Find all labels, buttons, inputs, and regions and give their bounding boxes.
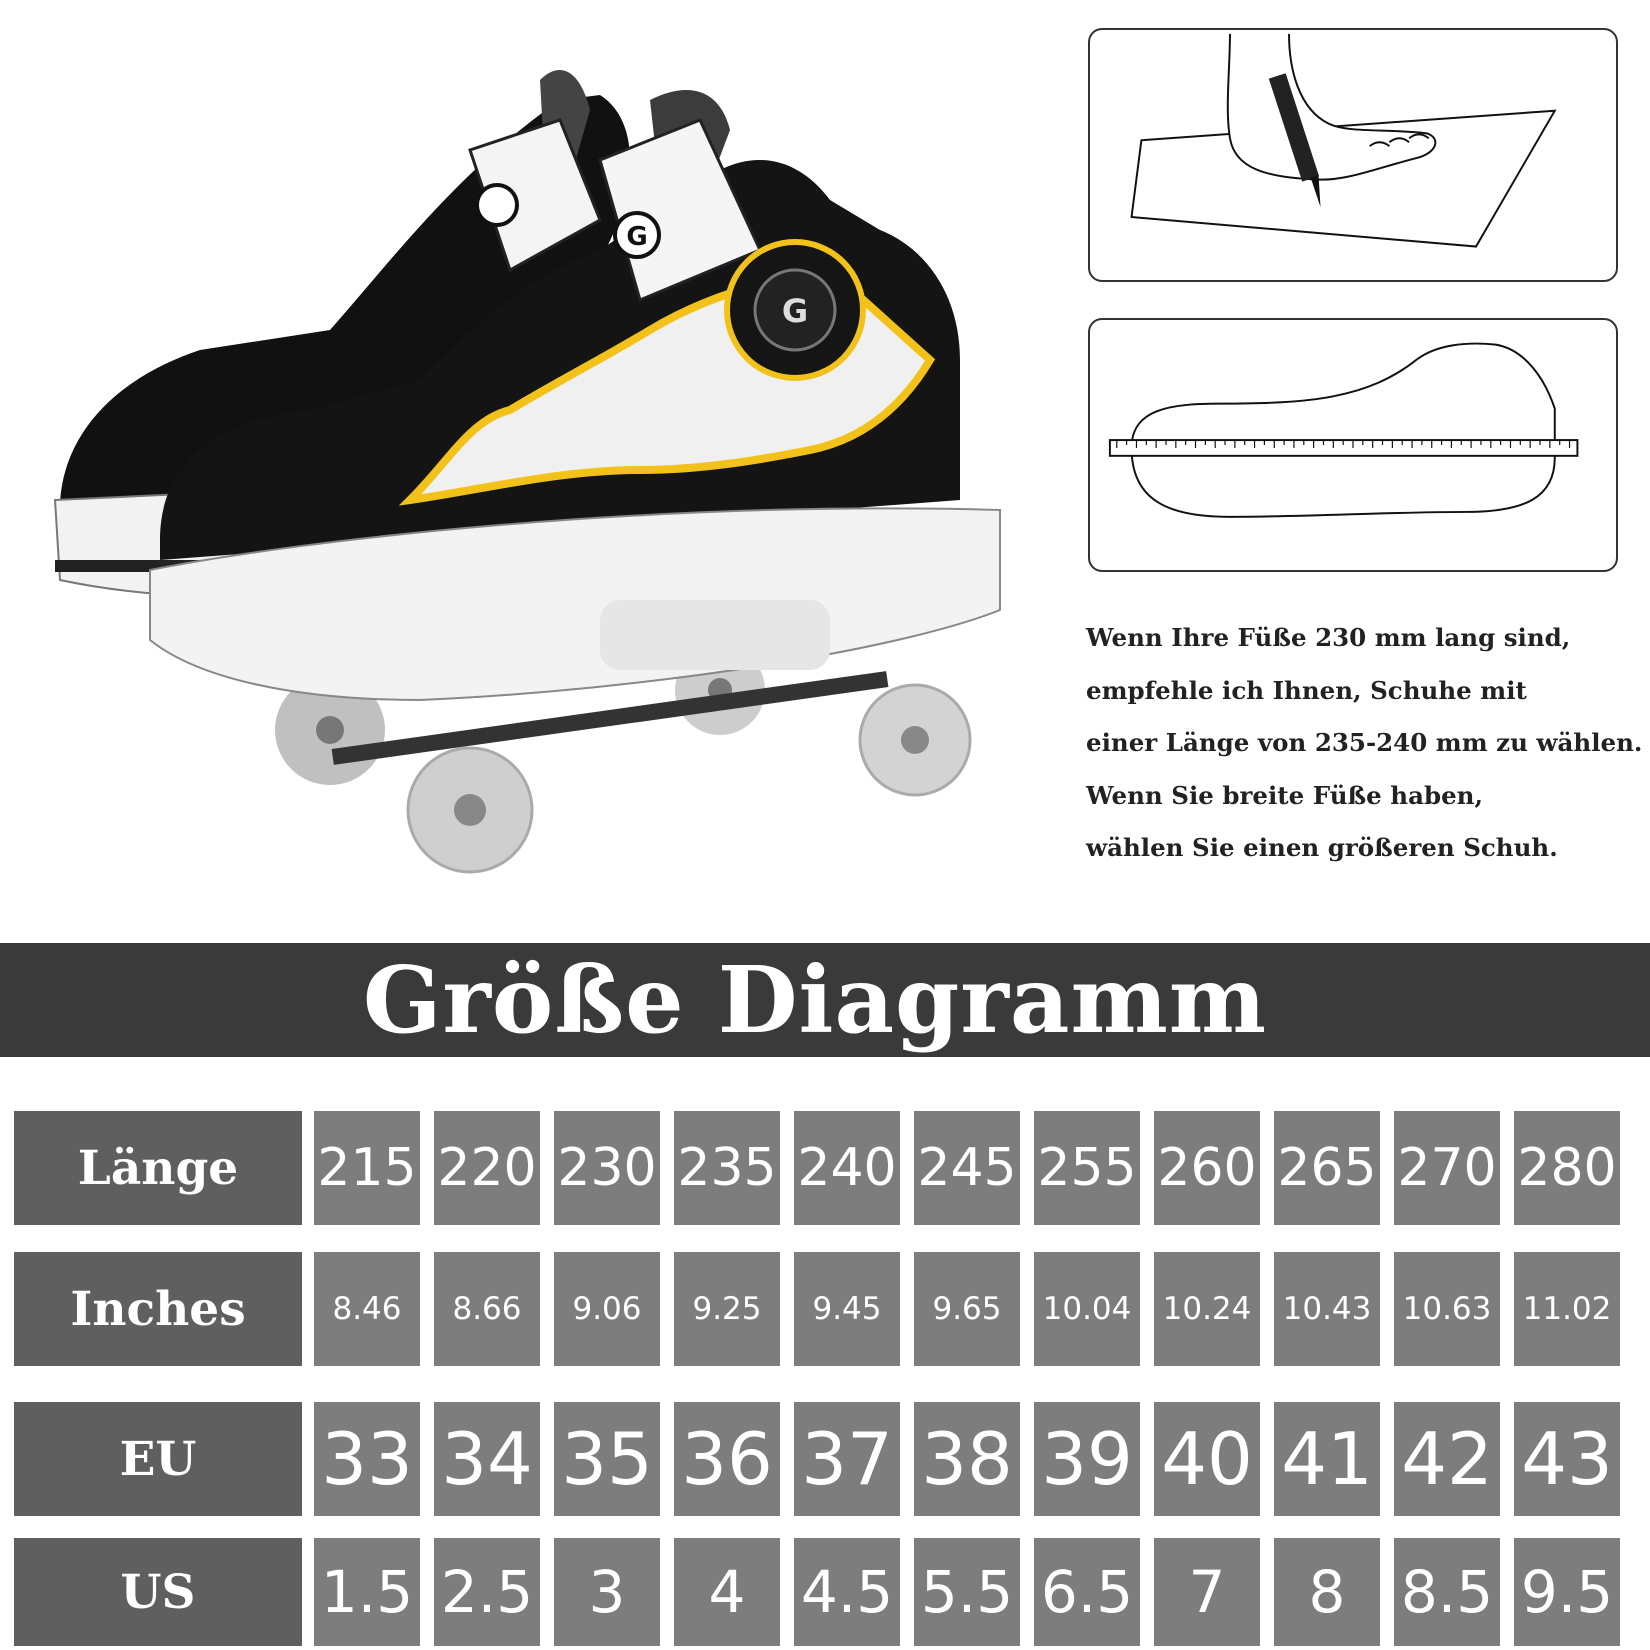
size-cell-inches: 9.06 bbox=[554, 1252, 660, 1366]
size-cell-eu: 33 bbox=[314, 1402, 420, 1516]
advice-line: einer Länge von 235-240 mm zu wählen. bbox=[1086, 728, 1643, 757]
size-cell-us: 8.5 bbox=[1394, 1538, 1500, 1646]
size-cell-laenge: 265 bbox=[1274, 1111, 1380, 1225]
size-cell-us: 8 bbox=[1274, 1538, 1380, 1646]
size-chart-banner bbox=[0, 943, 1650, 1057]
row-label-inches: Inches bbox=[14, 1252, 302, 1366]
size-cell-laenge: 280 bbox=[1514, 1111, 1620, 1225]
size-cell-us: 4 bbox=[674, 1538, 780, 1646]
foot-measuring-illustration bbox=[1088, 318, 1618, 572]
size-cell-eu: 36 bbox=[674, 1402, 780, 1516]
size-cell-laenge: 235 bbox=[674, 1111, 780, 1225]
size-cell-us: 7 bbox=[1154, 1538, 1260, 1646]
sizing-advice bbox=[1086, 612, 1650, 875]
size-cell-us: 4.5 bbox=[794, 1538, 900, 1646]
size-cell-eu: 34 bbox=[434, 1402, 540, 1516]
size-cell-laenge: 240 bbox=[794, 1111, 900, 1225]
row-label-us: US bbox=[14, 1538, 302, 1646]
size-cell-inches: 9.65 bbox=[914, 1252, 1020, 1366]
product-image-roller-shoes bbox=[0, 0, 1060, 900]
size-cell-laenge: 220 bbox=[434, 1111, 540, 1225]
row-label-laenge: Länge bbox=[14, 1111, 302, 1225]
advice-line: Wenn Ihre Füße 230 mm lang sind, bbox=[1086, 623, 1571, 652]
size-cell-laenge: 260 bbox=[1154, 1111, 1260, 1225]
size-cell-eu: 43 bbox=[1514, 1402, 1620, 1516]
size-cell-us: 9.5 bbox=[1514, 1538, 1620, 1646]
advice-line: wählen Sie einen größeren Schuh. bbox=[1086, 833, 1558, 862]
row-label-eu: EU bbox=[14, 1402, 302, 1516]
size-cell-us: 3 bbox=[554, 1538, 660, 1646]
size-cell-eu: 38 bbox=[914, 1402, 1020, 1516]
size-cell-inches: 10.63 bbox=[1394, 1252, 1500, 1366]
advice-line: Wenn Sie breite Füße haben, bbox=[1086, 780, 1484, 810]
size-cell-inches: 9.25 bbox=[674, 1252, 780, 1366]
size-cell-us: 6.5 bbox=[1034, 1538, 1140, 1646]
size-cell-eu: 37 bbox=[794, 1402, 900, 1516]
size-cell-us: 2.5 bbox=[434, 1538, 540, 1646]
size-cell-eu: 40 bbox=[1154, 1402, 1260, 1516]
size-cell-inches: 10.04 bbox=[1034, 1252, 1140, 1366]
size-cell-inches: 10.43 bbox=[1274, 1252, 1380, 1366]
foot-tracing-illustration bbox=[1088, 28, 1618, 282]
size-cell-inches: 10.24 bbox=[1154, 1252, 1260, 1366]
size-cell-eu: 41 bbox=[1274, 1402, 1380, 1516]
size-cell-laenge: 245 bbox=[914, 1111, 1020, 1225]
svg-text:G: G bbox=[781, 292, 809, 330]
size-cell-eu: 42 bbox=[1394, 1402, 1500, 1516]
size-cell-inches: 9.45 bbox=[794, 1252, 900, 1366]
size-cell-eu: 39 bbox=[1034, 1402, 1140, 1516]
size-cell-laenge: 215 bbox=[314, 1111, 420, 1225]
size-cell-inches: 8.66 bbox=[434, 1252, 540, 1366]
size-cell-eu: 35 bbox=[554, 1402, 660, 1516]
size-cell-us: 5.5 bbox=[914, 1538, 1020, 1646]
size-cell-laenge: 230 bbox=[554, 1111, 660, 1225]
size-cell-inches: 11.02 bbox=[1514, 1252, 1620, 1366]
size-cell-laenge: 255 bbox=[1034, 1111, 1140, 1225]
banner-title: Größe Diagramm bbox=[362, 946, 1268, 1054]
advice-line: empfehle ich Ihnen, Schuhe mit bbox=[1086, 675, 1527, 705]
size-cell-laenge: 270 bbox=[1394, 1111, 1500, 1225]
size-cell-us: 1.5 bbox=[314, 1538, 420, 1646]
size-cell-inches: 8.46 bbox=[314, 1252, 420, 1366]
svg-text:G: G bbox=[626, 222, 648, 252]
